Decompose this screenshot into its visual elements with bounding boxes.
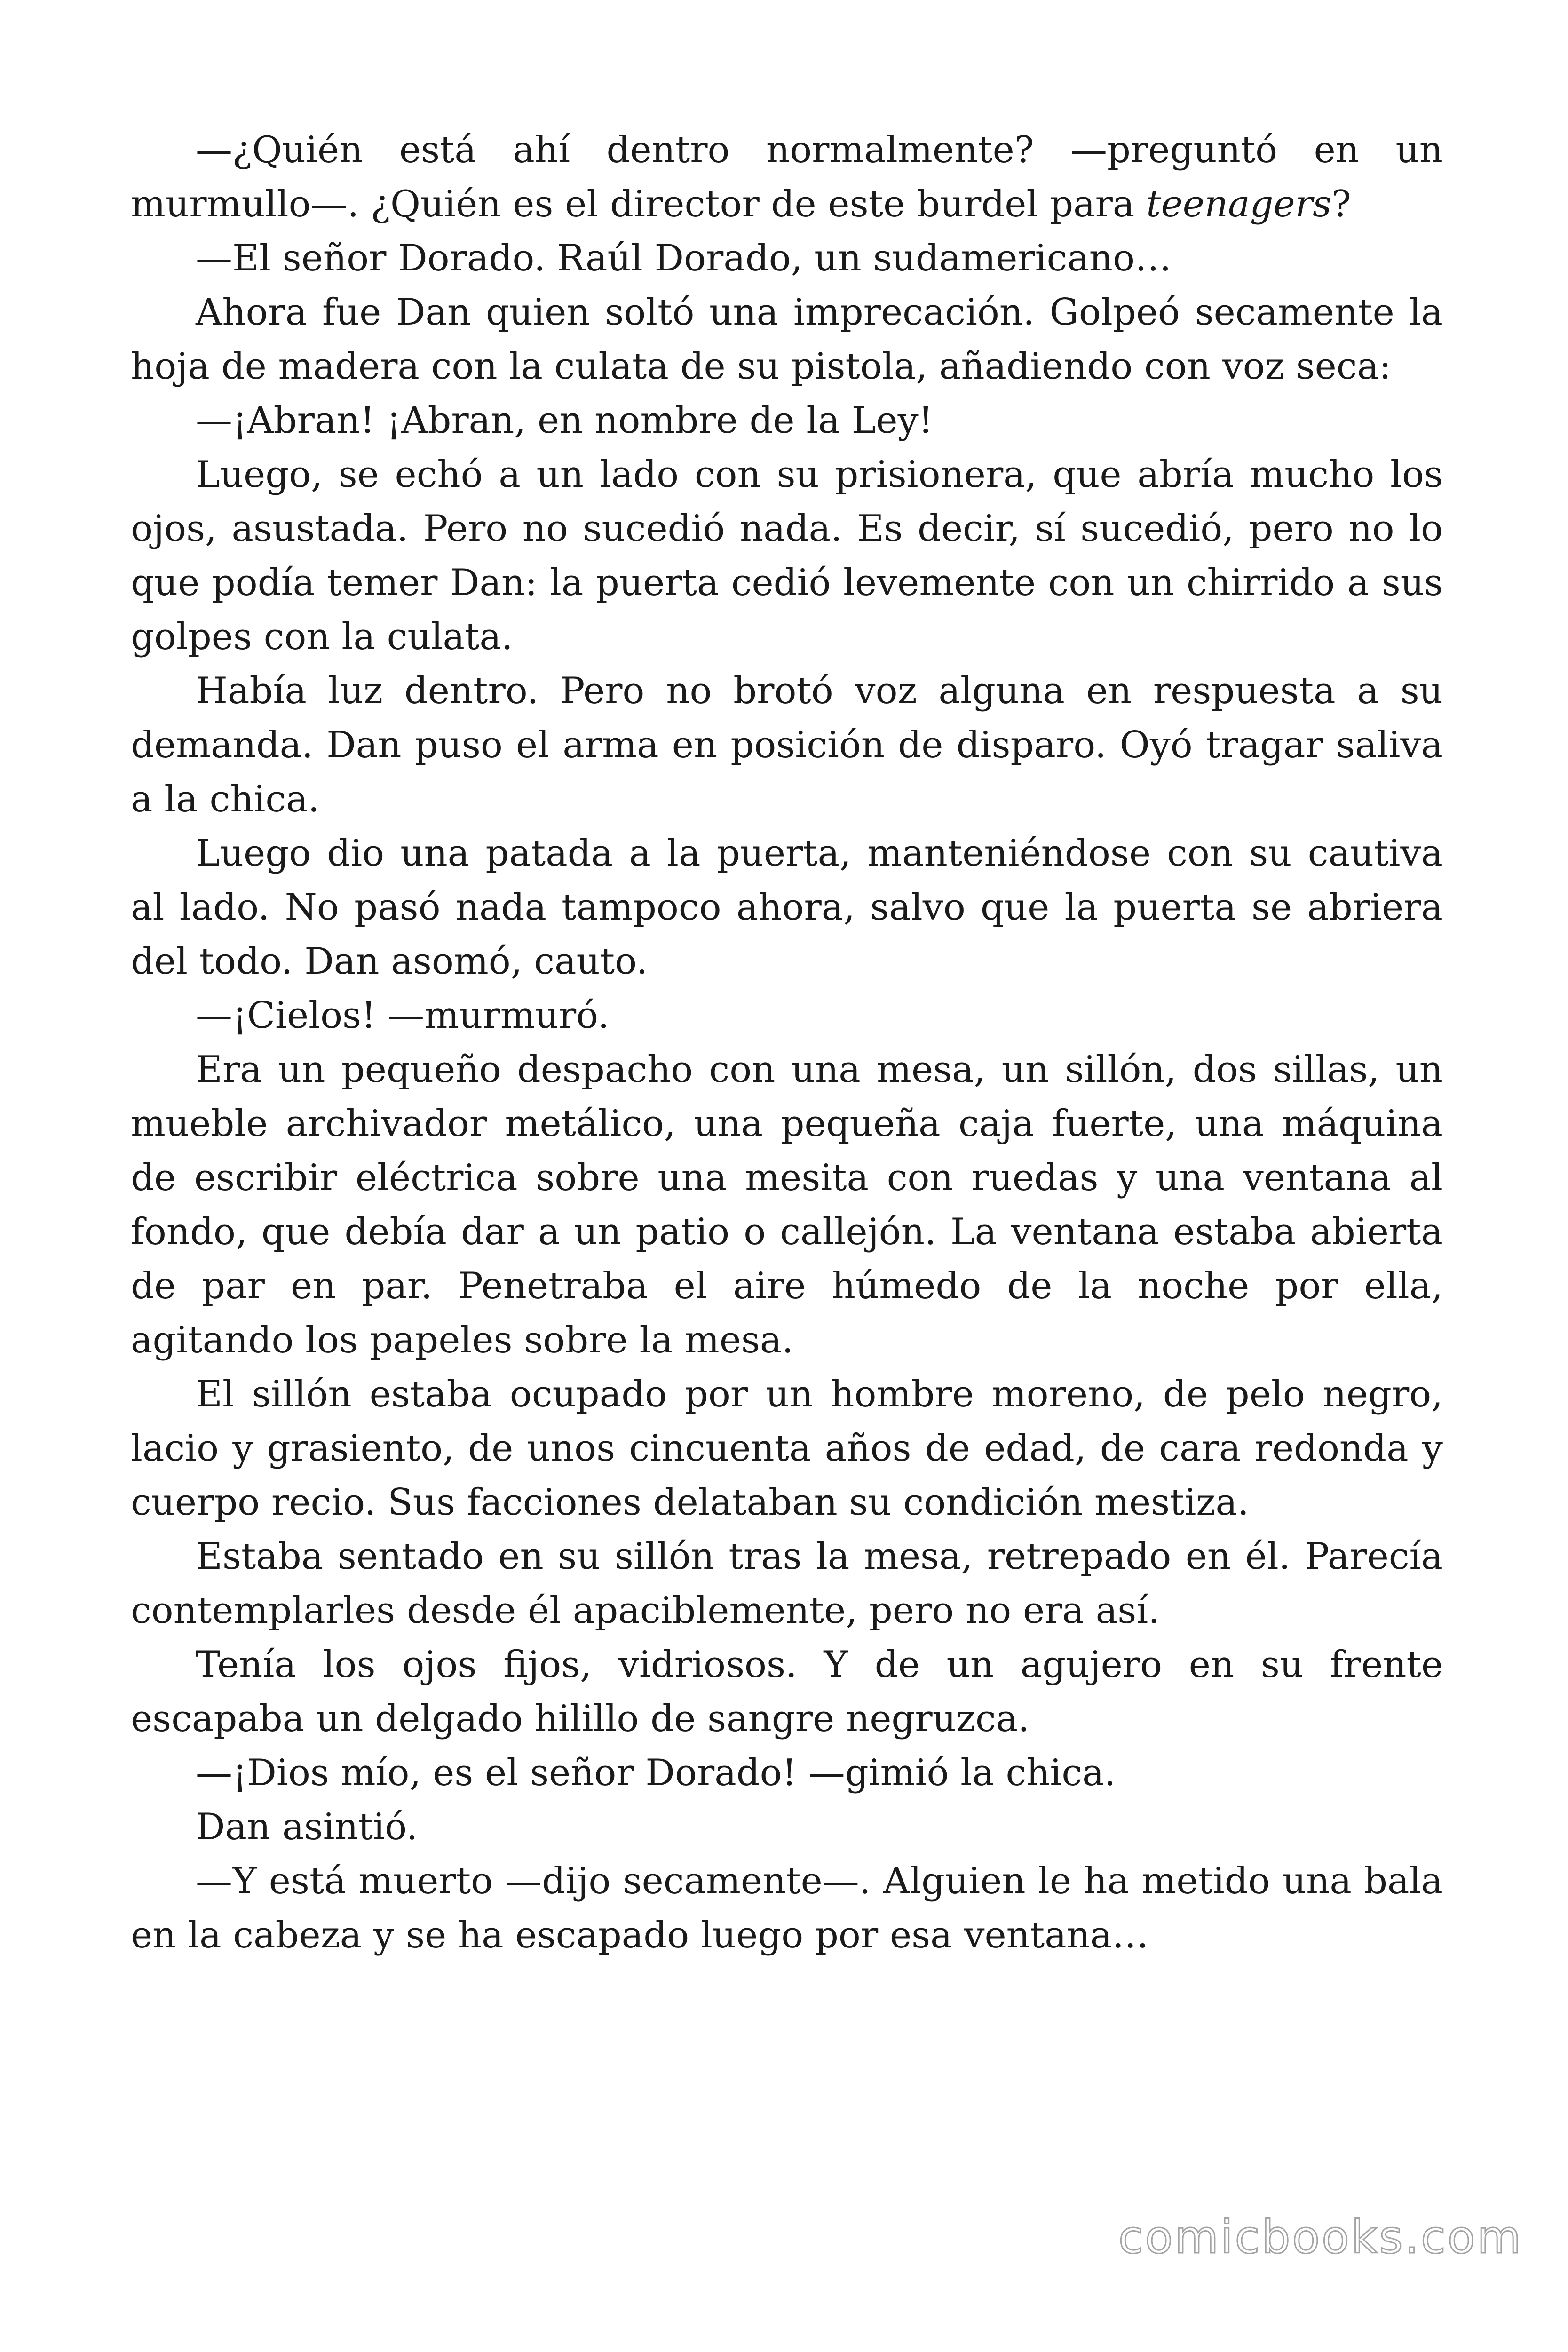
paragraph-6: Había luz dentro. Pero no brotó voz alguna en respuesta a su demanda. Dan puso el arma en posición de disparo. Oyó tragar saliva a la chica. (131, 670, 1443, 820)
paragraph-3: Ahora fue Dan quien soltó una imprecación. Golpeó secamente la hoja de madera con la culata de su pistola, añadiendo con voz seca: (131, 291, 1443, 388)
paragraph-1-text: —¿Quién está ahí dentro normalmente? —preguntó en un murmullo—. ¿Quién es el director de este burdel para (131, 129, 1443, 225)
paragraph-4: —¡Abran! ¡Abran, en nombre de la Ley! (196, 399, 933, 442)
paragraph-1 (131, 123, 1443, 231)
paragraph-13: —¡Dios mío, es el señor Dorado! —gimió la chica. (196, 1752, 1116, 1794)
paragraph-7: Luego dio una patada a la puerta, manteniéndose con su cautiva al lado. No pasó nada tampoco ahora, salvo que la puerta se abriera del todo. Dan asomó, cauto. (131, 832, 1443, 983)
paragraph-9: Era un pequeño despacho con una mesa, un sillón, dos sillas, un mueble archivador metálico, una pequeña caja fuerte, una máquina de escribir eléctrica sobre una mesita con ruedas y una ventana al fondo, que debía dar a un patio o callejón. La ventana estaba abierta de par en par. Penetraba el aire húmedo de la noche por ella, agitando los papeles sobre la mesa. (131, 1049, 1443, 1361)
paragraph-14: Dan asintió. (196, 1806, 418, 1848)
watermark-text: comicbooks.com (1118, 2211, 1523, 2264)
paragraph-11: Estaba sentado en su sillón tras la mesa, retrepado en él. Parecía contemplarles desde él apaciblemente, pero no era así. (131, 1535, 1443, 1632)
paragraph-2: —El señor Dorado. Raúl Dorado, un sudamericano… (196, 237, 1172, 279)
paragraph-12: Tenía los ojos fijos, vidriosos. Y de un agujero en su frente escapaba un delgado hilillo de sangre negruzca. (131, 1644, 1443, 1740)
paragraph-1-italic-word: teenagers (1146, 183, 1332, 225)
paragraph-5: Luego, se echó a un lado con su prisionera, que abría mucho los ojos, asustada. Pero no sucedió nada. Es decir, sí sucedió, pero no lo que podía temer Dan: la puerta cedió levemente con un chirrido a sus golpes con la culata. (131, 453, 1443, 658)
paragraph-15: —Y está muerto —dijo secamente—. Alguien le ha metido una bala en la cabeza y se ha escapado luego por esa ventana… (131, 1860, 1443, 1956)
paragraph-8: —¡Cielos! —murmuró. (196, 994, 610, 1037)
book-page (131, 123, 1443, 1963)
paragraph-1-end: ? (1331, 183, 1351, 225)
paragraph-10: El sillón estaba ocupado por un hombre moreno, de pelo negro, lacio y grasiento, de unos cincuenta años de edad, de cara redonda y cuerpo recio. Sus facciones delataban su condición mestiza. (131, 1373, 1443, 1524)
